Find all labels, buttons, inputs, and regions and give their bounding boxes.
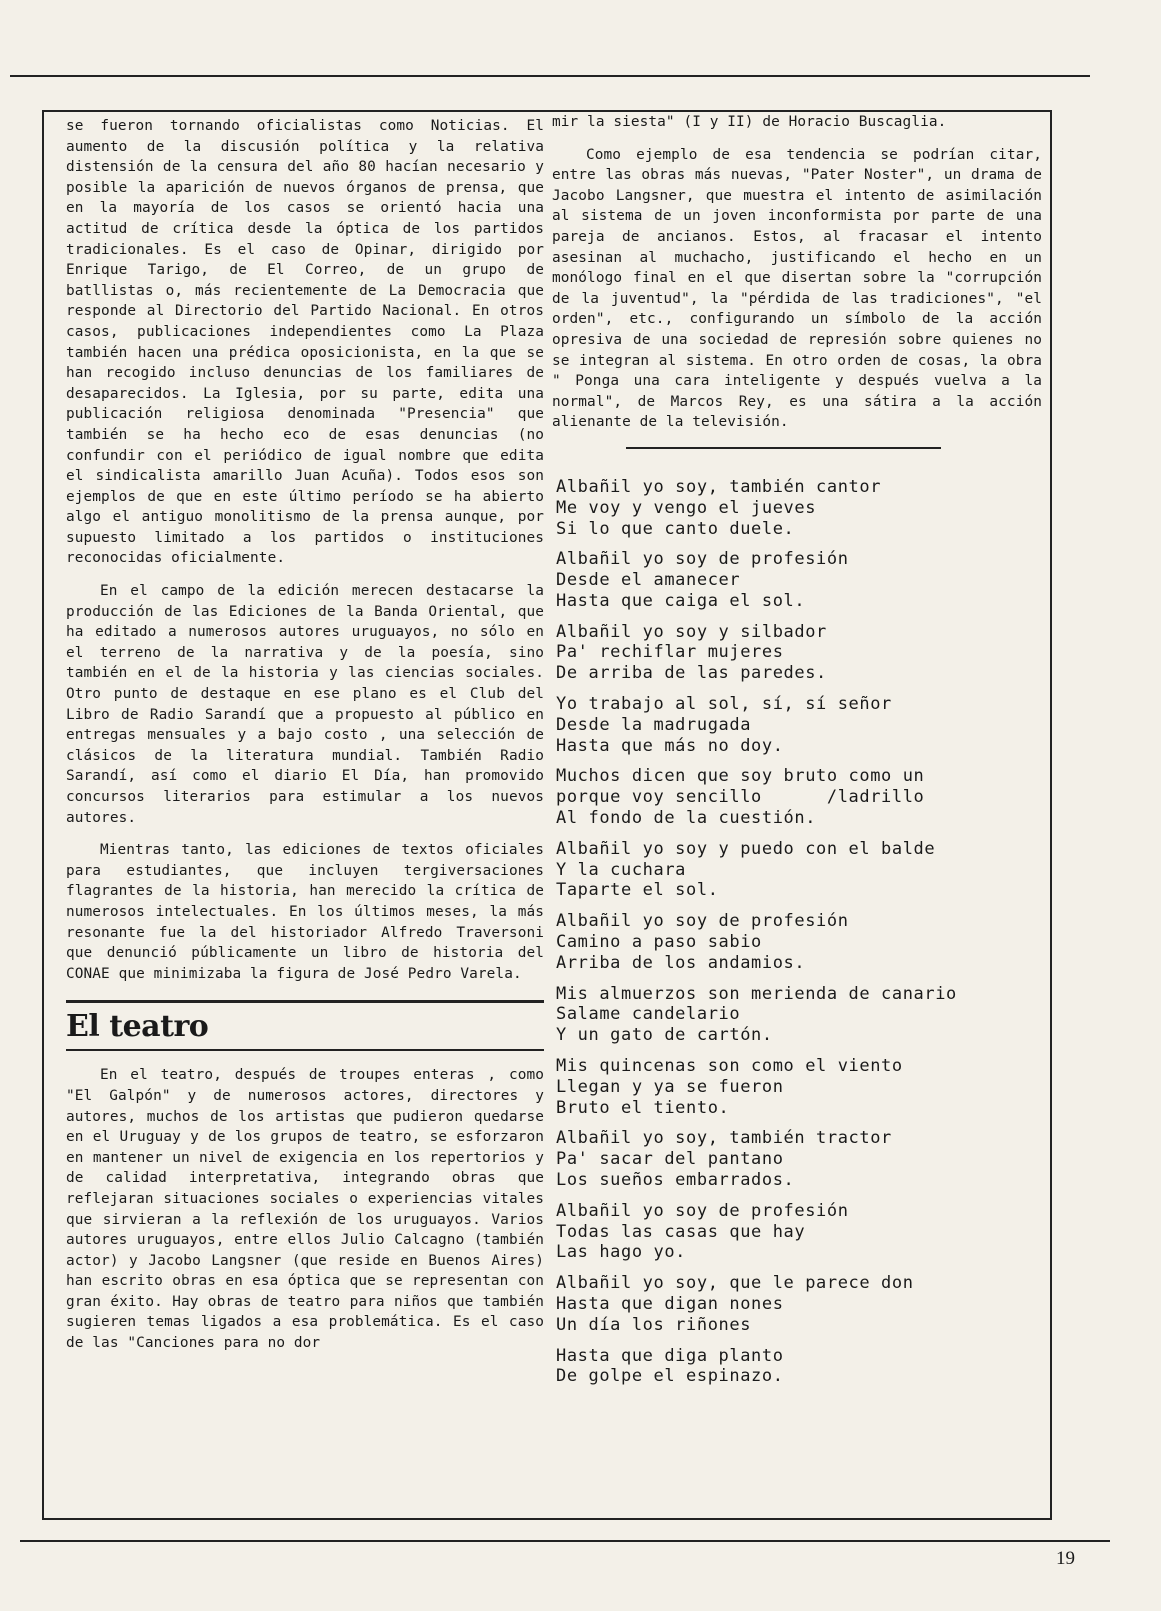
song-stanza	[556, 622, 1042, 684]
song-line: Si lo que canto duele.	[556, 518, 795, 539]
song-line: porque voy sencillo /ladrillo	[556, 787, 925, 808]
song-line: Muchos dicen que soy bruto como un	[556, 766, 925, 787]
song-line: Un día los riñones	[556, 1314, 752, 1335]
song-line: Albañil yo soy y puedo con el balde	[556, 838, 936, 859]
song-line: De arriba de las paredes.	[556, 663, 827, 684]
bottom-rule	[20, 1540, 1110, 1542]
song-stanza	[556, 839, 1042, 901]
left-column	[66, 116, 544, 1366]
song-line: Albañil yo soy de profesión	[556, 911, 849, 932]
paragraph-edicion: En el campo de la edición merecen destacarse la producción de las Ediciones de la Banda Oriental, que ha editado a numerosos autores uruguayos, no sólo en el terreno de la narrativa y de la poesía, sino también en el de la historia y las ciencias sociales. Otro punto de destaque en ese plano es el Club del Libro de Radio Sarandí que a propuesto al público en entregas mensuales y a bajo costo , una selección de clásicos de la literatura mundial. También Radio Sarandí, así como el diario El Día, han promovido concursos literarios para estimular a los nuevos autores.	[66, 583, 544, 826]
song-line: Bruto el tiento.	[556, 1097, 730, 1118]
song-lyrics	[556, 477, 1042, 1387]
song-line: Desde la madrugada	[556, 714, 752, 735]
top-rule	[10, 75, 1090, 77]
song-stanza	[556, 766, 1042, 828]
song-line: Y un gato de cartón.	[556, 1025, 773, 1046]
song-line: Los sueños embarrados.	[556, 1170, 795, 1191]
section-title-teatro: El teatro	[66, 1009, 209, 1045]
song-stanza	[556, 549, 1042, 611]
article-frame	[42, 110, 1052, 1520]
song-line: Albañil yo soy, también cantor	[556, 476, 882, 497]
song-divider	[626, 447, 941, 449]
song-stanza	[556, 1056, 1042, 1118]
song-line: Mis quincenas son como el viento	[556, 1056, 903, 1077]
song-stanza	[556, 1201, 1042, 1263]
paragraph-prensa: se fueron tornando oficialistas como Noticias. El aumento de la discusión política y la relativa distensión de la censura del año 80 hacían necesario y posible la aparición de nuevos órganos de prensa, que en la mayoría de los casos se orientó hacia una actitud de crítica desde la óptica de los partidos tradicionales. Es el caso de Opinar, dirigido por Enrique Tarigo, de El Correo, de un grupo de batllistas o, más recientemente de La Democracia que responde al Directorio del Partido Nacional. En otros casos, publicaciones independientes como La Plaza también hacen una prédica oposicionista, en la que se han recogido incluso denuncias de los familiares de desaparecidos. La Iglesia, por su parte, edita una publicación religiosa denominada "Presencia" que también se ha hecho eco de esas denuncias (no confundir con el periódico de igual nombre que edita el sindicalista amarillo Juan Acuña). Todos esos son ejemplos de que en este último período se ha abierto algo el antiguo monolitismo de la prensa aunque, por supuesto limitado a los partidos o instituciones reconocidas oficialmente.	[66, 118, 544, 567]
song-stanza	[556, 984, 1042, 1046]
paragraph-textos-oficiales: Mientras tanto, las ediciones de textos oficiales para estudiantes, que incluyen tergiversaciones flagrantes de la historia, han merecido la crítica de numerosos intelectuales. En los últimos meses, la más resonante fue la del historiador Alfredo Traversoni que denunció públicamente un libro de historia del CONAE que minimizaba la figura de José Pedro Varela.	[66, 842, 544, 982]
paragraph-obras: Como ejemplo de esa tendencia se podrían citar, entre las obras más nuevas, "Pater Noster", un drama de Jacobo Langsner, que muestra el intento de asimilación al sistema de un joven inconformista por parte de una pareja de ancianos. Estos, al fracasar el intento asesinan al muchacho, justificando el hecho en un monólogo final en el que disertan sobre la "corrupción de la juventud", la "pérdida de las tradiciones", "el orden", etc., configurando un símbolo de la acción opresiva de una sociedad de represión sobre quienes no se integran al sistema. En otro orden de cosas, la obra " Ponga una cara inteligente y después vuelva a la normal", de Marcos Rey, es una sátira a la acción alienante de la televisión.	[552, 146, 1042, 431]
song-line: Albañil yo soy, también tractor	[556, 1128, 892, 1149]
song-line: Camino a paso sabio	[556, 932, 762, 953]
section-rule-top	[66, 1000, 544, 1003]
paragraph-continuation: mir la siesta" (I y II) de Horacio Buscaglia.	[552, 114, 947, 130]
song-line: Me voy y vengo el jueves	[556, 497, 817, 518]
song-line: Llegan y ya se fueron	[556, 1076, 784, 1097]
song-stanza	[556, 1128, 1042, 1190]
page-number: 19	[1056, 1548, 1075, 1569]
song-line: Mis almuerzos son merienda de canario	[556, 983, 957, 1004]
song-line: Al fondo de la cuestión.	[556, 808, 817, 829]
song-line: Yo trabajo al sol, sí, sí señor	[556, 694, 892, 715]
song-line: Todas las casas que hay	[556, 1221, 806, 1242]
song-line: Albañil yo soy de profesión	[556, 549, 849, 570]
song-stanza	[556, 1346, 1042, 1388]
song-line: Hasta que digan nones	[556, 1294, 784, 1314]
song-line: Las hago yo.	[556, 1242, 687, 1263]
song-line: Taparte el sol.	[556, 880, 719, 901]
song-line: Y la cuchara	[556, 859, 687, 880]
paragraph-teatro: En el teatro, después de troupes enteras , como "El Galpón" y de numerosos actores, directores y autores, muchos de los artistas que pudieron quedarse en el Uruguay y de los grupos de teatro, se esforzaron en mantener un nivel de exigencia en los repertorios y de calidad interpretativa, integrando obras que reflejaran situaciones sociales o experiencias vitales que sirvieran a la reflexión de los uruguayos. Varios autores uruguayos, entre ellos Julio Calcagno (también actor) y Jacobo Langsner (que reside en Buenos Aires) han escrito obras en esa óptica que se representan con gran éxito. Hay obras de teatro para niños que también sugieren temas ligados a esa problemática. Es el caso de las "Canciones para no dor	[66, 1067, 544, 1352]
song-line: Hasta que más no doy.	[556, 735, 784, 756]
song-stanza	[556, 1273, 1042, 1335]
song-stanza	[556, 477, 1042, 539]
song-stanza	[556, 911, 1042, 973]
song-line: Albañil yo soy y silbador	[556, 621, 827, 642]
song-line: De golpe el espinazo.	[556, 1366, 784, 1387]
song-stanza	[556, 694, 1042, 756]
song-line: Pa' rechiflar mujeres	[556, 642, 784, 663]
song-line: Desde el amanecer	[556, 570, 741, 591]
song-line: Hasta que caiga el sol.	[556, 590, 806, 611]
song-line: Albañil yo soy de profesión	[556, 1200, 849, 1221]
section-rule-bottom	[66, 1049, 544, 1051]
song-line: Salame candelario	[556, 1004, 741, 1025]
song-line: Hasta que diga planto	[556, 1345, 784, 1366]
song-line: Pa' sacar del pantano	[556, 1149, 784, 1170]
right-column	[552, 112, 1042, 1397]
song-line: Albañil yo soy, que le parece don	[556, 1273, 914, 1294]
song-line: Arriba de los andamios.	[556, 952, 806, 973]
